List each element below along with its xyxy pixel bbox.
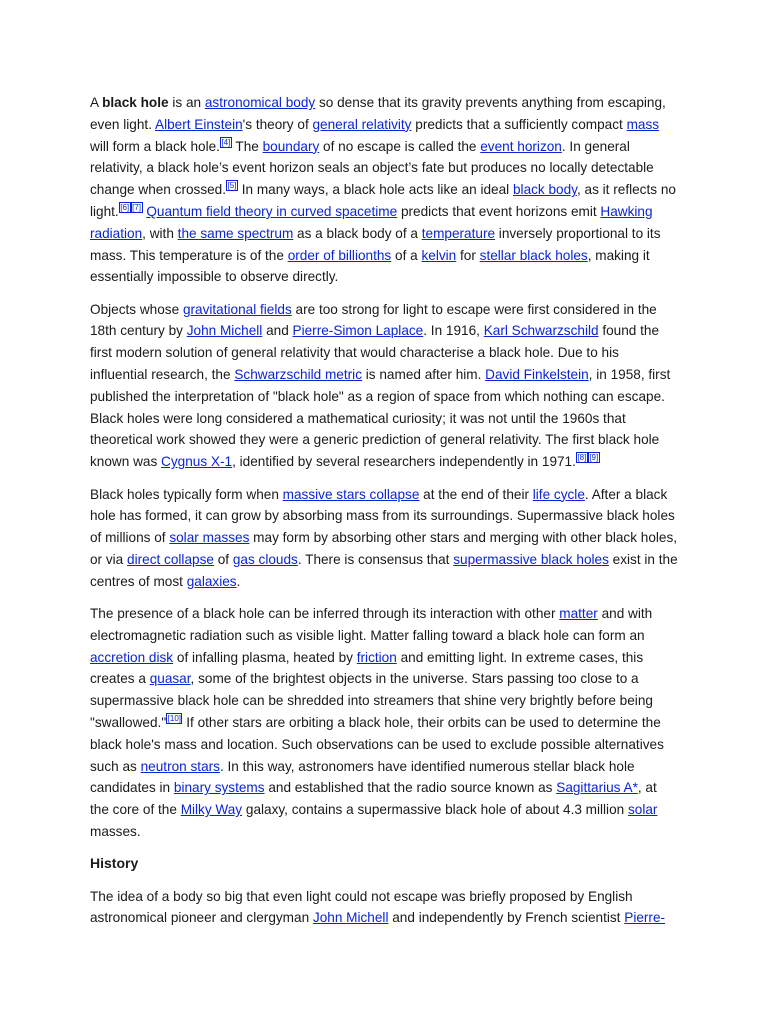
text: as a black body of a xyxy=(293,225,422,241)
link-accretion-disk[interactable]: accretion disk xyxy=(90,649,174,665)
text: The xyxy=(231,138,263,154)
text: at the end of their xyxy=(419,486,533,502)
link-karl-schwarzschild[interactable]: Karl Schwarzschild xyxy=(483,323,599,339)
term-black-hole: black hole xyxy=(102,95,169,110)
link-massive-stars-collapse[interactable]: massive stars collapse xyxy=(282,486,420,502)
text: , some of the brightest objects in the universe. Stars passing too close to a supermassive black hole can be shredded into streamers that shine very brightly before being "swallowed." xyxy=(90,671,653,731)
link-cygnus-x-1[interactable]: Cygnus X-1 xyxy=(161,454,233,470)
text: exist in the centres of most xyxy=(90,551,678,589)
citation-link-8[interactable]: [8] xyxy=(577,453,587,463)
text: is named after him. xyxy=(362,367,486,383)
text: masses. xyxy=(90,824,141,839)
text: Black holes typically form when xyxy=(90,486,283,502)
paragraph-intro xyxy=(90,92,678,288)
link-quasar[interactable]: quasar xyxy=(149,671,191,687)
text: will form a black hole. xyxy=(90,138,220,154)
text: If other stars are orbiting a black hole, their orbits can be used to determine the black hole's mass and location. Such observations can be used to exclude possible alternatives such as xyxy=(90,715,664,774)
citation xyxy=(576,452,600,463)
citation xyxy=(220,137,232,148)
link-gravitational-fields[interactable]: gravitational fields xyxy=(182,301,292,317)
text: , identified by several researchers independently in 1971. xyxy=(232,454,576,470)
text: galaxy, contains a supermassive black hole of about 4.3 million xyxy=(242,802,628,818)
citation-link-7[interactable]: [7] xyxy=(132,202,142,212)
link-mass[interactable]: mass xyxy=(626,116,660,132)
link-gas-clouds[interactable]: gas clouds xyxy=(232,551,298,567)
text: Objects whose xyxy=(90,301,183,317)
link-quantum-field-theory[interactable]: Quantum field theory in curved spacetime xyxy=(146,203,398,219)
text: In many ways, a black hole acts like an ideal xyxy=(237,182,513,198)
text: , in 1958, first published the interpretation of "black hole" as a region of space from which nothing can escape. Black holes were long considered a mathematical curiosity; it was not until the 1960s that theoretical work showed they were a generic prediction of general relativity. The first black hole known was xyxy=(90,367,671,470)
citation-link-10[interactable]: [10] xyxy=(167,714,181,724)
text: found the first modern solution of general relativity that would characterise a black hole. Due to his influential research, the xyxy=(90,323,660,383)
link-milky-way[interactable]: Milky Way xyxy=(180,802,243,818)
link-kelvin[interactable]: kelvin xyxy=(421,247,457,263)
text: and with electromagnetic radiation such as visible light. Matter falling toward a black hole can form an xyxy=(90,606,653,643)
link-galaxies[interactable]: galaxies xyxy=(186,573,237,589)
text: A xyxy=(90,95,103,110)
text: of infalling plasma, heated by xyxy=(173,649,357,665)
citation-link-6[interactable]: [6] xyxy=(120,202,130,212)
link-black-body[interactable]: black body xyxy=(512,182,577,198)
link-temperature[interactable]: temperature xyxy=(421,225,496,241)
text: is an xyxy=(168,95,205,110)
text: . In general relativity, a black hole’s event horizon seals an object’s fate but produces no locally detectable change when crossed. xyxy=(90,138,654,198)
paragraph-formation xyxy=(90,484,678,593)
text: of no escape is called the xyxy=(319,138,481,154)
text: . In 1916, xyxy=(423,323,484,339)
link-friction[interactable]: friction xyxy=(356,649,397,665)
link-john-michell[interactable]: John Michell xyxy=(312,910,389,926)
paragraph-history xyxy=(90,886,678,930)
text: , at the core of the xyxy=(90,780,657,818)
text: so dense that its gravity prevents anything from escaping, even light. xyxy=(90,95,666,132)
link-order-of-billionths[interactable]: order of billionths xyxy=(287,247,392,263)
link-supermassive-black-holes[interactable]: supermassive black holes xyxy=(453,551,609,567)
text: of a xyxy=(391,247,422,263)
text: The idea of a body so big that even light could not escape was briefly proposed by English astronomical pioneer and clergyman xyxy=(90,888,633,926)
text: predicts that a sufficiently compact xyxy=(411,116,627,132)
link-direct-collapse[interactable]: direct collapse xyxy=(127,551,214,567)
paragraph-observation xyxy=(90,603,678,843)
link-david-finkelstein[interactable]: David Finkelstein xyxy=(485,367,589,383)
text: , with xyxy=(142,225,178,241)
link-schwarzschild-metric[interactable]: Schwarzschild metric xyxy=(234,367,362,383)
text: . After a black hole has formed, it can grow by absorbing mass from its surroundings. Supermassive black holes of millions of xyxy=(90,486,675,546)
paragraph-discovery xyxy=(90,299,678,473)
text: , as it reflects no light. xyxy=(90,182,676,219)
text: are too strong for light to escape were first considered in the 18th century by xyxy=(90,301,657,339)
citation xyxy=(226,180,238,191)
citation-link-5[interactable]: [5] xyxy=(227,181,237,191)
citation xyxy=(119,202,143,213)
text: inversely proportional to its mass. This temperature is of the xyxy=(90,225,661,263)
link-pierre-simon-laplace[interactable]: Pierre-Simon Laplace xyxy=(292,323,424,339)
section-heading-history: History xyxy=(90,855,139,872)
link-neutron-stars[interactable]: neutron stars xyxy=(140,758,220,774)
link-life-cycle[interactable]: life cycle xyxy=(532,486,585,502)
text: . In this way, astronomers have identified numerous stellar black hole candidates in xyxy=(90,758,635,796)
text: . There is consensus that xyxy=(297,551,454,567)
text: for xyxy=(456,247,480,263)
citation-link-4[interactable]: [4] xyxy=(221,137,231,147)
link-solar-masses[interactable]: solar masses xyxy=(169,530,250,546)
text: , making it essentially impossible to observe directly. xyxy=(90,247,650,285)
link-stellar-black-holes[interactable]: stellar black holes xyxy=(479,247,588,263)
article-body xyxy=(90,92,678,940)
link-solar[interactable]: solar xyxy=(627,802,658,818)
link-matter[interactable]: matter xyxy=(559,606,598,622)
text: . xyxy=(236,573,241,589)
link-albert-einstein[interactable]: Albert Einstein xyxy=(155,116,243,132)
link-hawking-radiation[interactable]: Hawking radiation xyxy=(90,203,653,241)
link-astronomical-body[interactable]: astronomical body xyxy=(204,95,316,110)
link-binary-systems[interactable]: binary systems xyxy=(173,780,265,796)
text: of xyxy=(213,551,233,567)
link-event-horizon[interactable]: event horizon xyxy=(480,138,562,154)
link-john-michell[interactable]: John Michell xyxy=(186,323,263,339)
text: and independently by French scientist xyxy=(388,910,625,926)
text: and established that the radio source known as xyxy=(264,780,557,796)
link-pierre[interactable]: Pierre- xyxy=(624,910,666,926)
link-general-relativity[interactable]: general relativity xyxy=(312,116,412,132)
link-sagittarius-a-star[interactable]: Sagittarius A* xyxy=(556,780,638,796)
text: The presence of a black hole can be inferred through its interaction with other xyxy=(90,606,560,622)
text: and xyxy=(262,323,293,339)
citation xyxy=(166,713,182,724)
text: and emitting light. In extreme cases, this creates a xyxy=(90,649,644,687)
link-same-spectrum[interactable]: the same spectrum xyxy=(177,225,294,241)
text: may form by absorbing other stars and merging with other black holes, or via xyxy=(90,530,678,567)
text: 's theory of xyxy=(242,116,313,132)
text: predicts that event horizons emit xyxy=(397,203,601,219)
link-boundary[interactable]: boundary xyxy=(262,138,320,154)
citation-link-9[interactable]: [9] xyxy=(589,453,599,463)
